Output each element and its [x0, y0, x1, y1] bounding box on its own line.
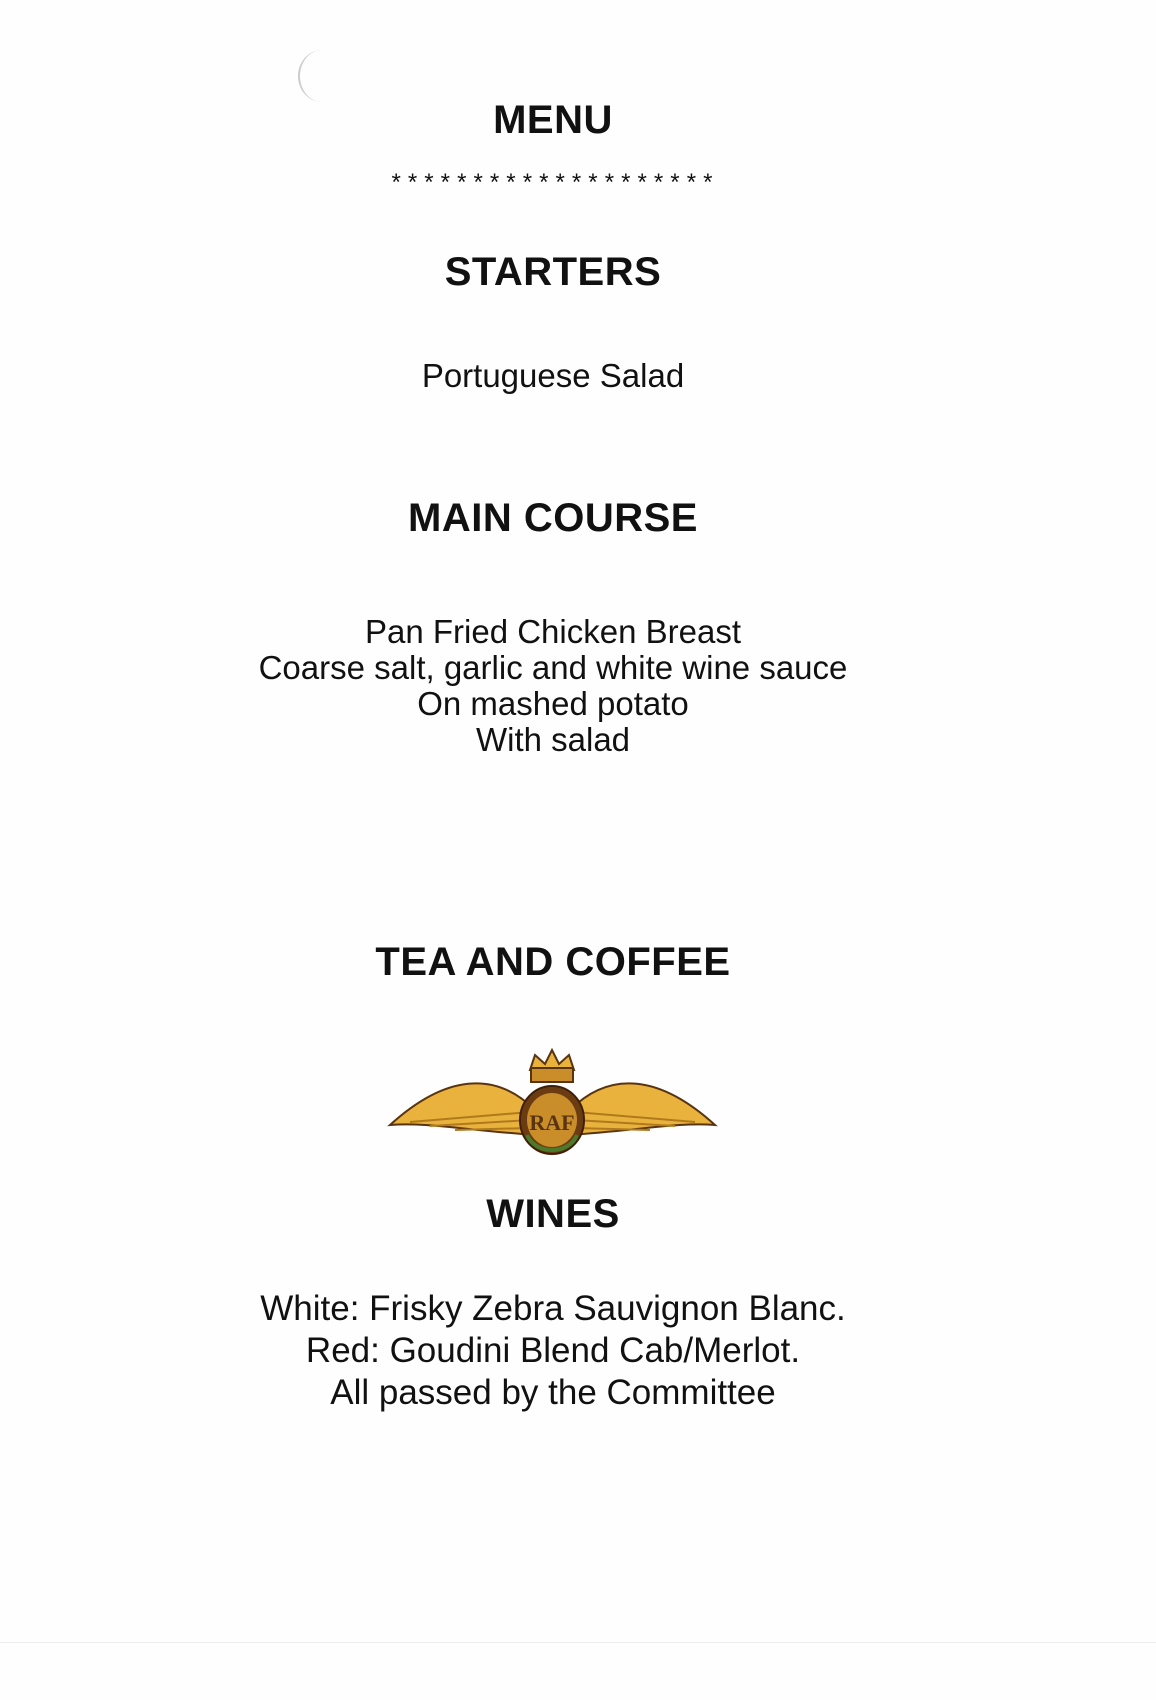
section-heading-starters: STARTERS: [444, 250, 662, 294]
main-line-3: On mashed potato: [417, 685, 689, 722]
card-bottom-edge: [0, 1642, 1156, 1643]
main-line-2: Coarse salt, garlic and white wine sauce: [258, 649, 848, 686]
wine-line-2: Red: Goudini Blend Cab/Merlot.: [305, 1331, 801, 1370]
raf-wings-icon: [385, 1040, 720, 1165]
wine-line-1: White: Frisky Zebra Sauvignon Blanc.: [260, 1289, 846, 1328]
starter-item: Portuguese Salad: [421, 357, 685, 394]
wine-line-3: All passed by the Committee: [330, 1373, 776, 1412]
section-heading-main-course: MAIN COURSE: [408, 496, 698, 540]
section-heading-tea-coffee: TEA AND COFFEE: [375, 940, 731, 984]
section-heading-wines: WINES: [486, 1192, 620, 1236]
badge-text: RAF: [529, 1110, 575, 1135]
punch-hole: [298, 50, 346, 102]
divider-stars: ********************: [388, 172, 718, 199]
main-line-4: With salad: [475, 721, 631, 758]
menu-title: MENU: [493, 98, 613, 142]
main-line-1: Pan Fried Chicken Breast: [364, 613, 741, 650]
